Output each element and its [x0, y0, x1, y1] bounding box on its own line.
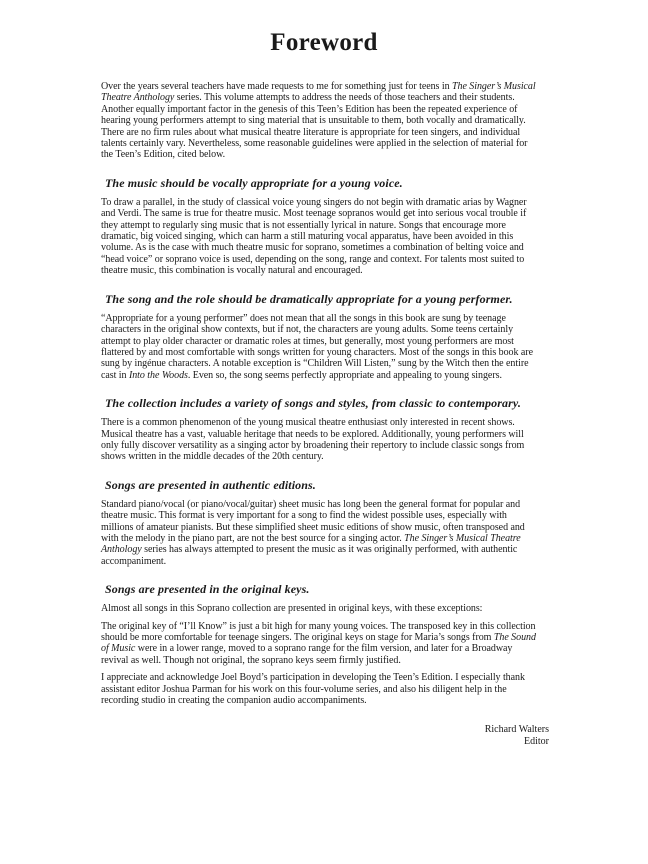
paragraph: I appreciate and acknowledge Joel Boyd’s participation in developing the Teen’s Edition. I especially thank assistant editor Joshua Parman for his work on this four-volume series, and also his diligent help in the recording studio in creating the companion audio accompaniments. [101, 672, 525, 707]
section-heading: The music should be vocally appropriate for a young voice. [105, 175, 403, 190]
paragraph: Almost all songs in this Soprano collection are presented in original keys, with these exceptions: [101, 603, 483, 615]
paragraph: “Appropriate for a young performer” does not mean that all the songs in this book are sung by teenage characters in the original show contexts, but if not, the characters are young adults. Some teens certainly attempt to play older character or dramatic roles at times, but generally, most young performers are most flattered by and most comfortable with songs written for young characters. Most of the songs in this book are sung by ingénue characters. A notable exception is “Children Will Listen,” sung by the Witch then the entire cast in Into the Woods. Even so, the song seems perfectly appropriate and appealing to young singers. [101, 312, 533, 381]
intro-paragraph: Over the years several teachers have made requests to me for something just for teens in The Singer’s Musical Theatre Anthology series. This volume attempts to address the needs of those teachers and their students. Another equally important factor in the genesis of this Teen’s Edition has been the repeated experience of hearing young performers attempt to sing material that is unsuitable to them, both vocally and dramatically. There are no firm rules about what musical theatre literature is appropriate for teen singers, and individual talents certainly vary. Nevertheless, some reasonable guidelines were applied in the selection of material for the Teen’s Edition, cited below. [101, 81, 536, 161]
signature-role: Editor [524, 735, 549, 747]
signature-block [101, 724, 549, 747]
paragraph: To draw a parallel, in the study of classical voice young singers do not begin with dramatic arias by Wagner and Verdi. The same is true for theatre music. Most teenage sopranos would get into serious vocal trouble if they attempt to regularly sing music that is not essentially lyrical in nature. Songs that encourage more dramatic, big voiced singing, which can harm a still maturing vocal apparatus, have been avoided in this volume. As is the case with much theatre music for soprano, sometimes a combination of belting voice and “head voice” or soprano voice is used, depending on the song, range and context. For talents most suited to theatre music, this combination is vocally natural and encouraged. [101, 196, 527, 277]
section-heading: Songs are presented in the original keys. [105, 582, 310, 597]
signature-name: Richard Walters [484, 724, 549, 736]
section-heading: The song and the role should be dramatically appropriate for a young performer. [105, 291, 513, 306]
content-column [101, 81, 549, 747]
section-authentic-editions [101, 479, 539, 567]
section-vocally-appropriate [101, 177, 539, 277]
paragraph: There is a common phenomenon of the young musical theatre enthusiast only interested in recent shows. Musical theatre has a vast, valuable heritage that needs to be explored. Additionally, young performers will only fully discover versatility as a singing actor by broadening their repertory to include classic songs from shows written in the middle decades of the 20th century. [101, 417, 525, 463]
section-variety-of-songs [101, 397, 539, 463]
section-heading: Songs are presented in authentic editions. [105, 477, 316, 492]
paragraph: The original key of “I’ll Know” is just a bit high for many young voices. The transposed key in this collection should be more comfortable for teenage singers. The original keys on stage for Maria’s songs from The Sound of Music were in a lower range, moved to a soprano range for the film version, and later for a Broadway revival as well. Though not original, the soprano keys seem firmly justified. [101, 620, 536, 666]
section-original-keys [101, 583, 539, 706]
section-dramatically-appropriate [101, 293, 539, 381]
paragraph: Standard piano/vocal (or piano/vocal/guitar) sheet music has long been the general format for popular and theatre music. This format is very important for a song to find the widest possible uses, especially with millions of amateur pianists. But these simplified sheet music editions of show music, often transposed and with the melody in the piano part, are not the best source for a singing actor. The Singer’s Musical Theatre Anthology series has always attempted to present the music as it was originally performed, with authentic accompaniment. [101, 498, 525, 567]
section-heading: The collection includes a variety of songs and styles, from classic to contemporary. [105, 396, 521, 411]
page-title: Foreword [270, 29, 378, 56]
